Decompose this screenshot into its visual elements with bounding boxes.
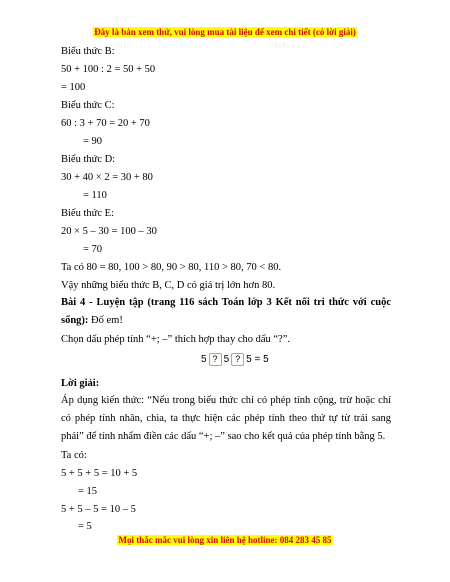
comparison-text: Ta có 80 = 80, 100 > 80, 90 > 80, 110 > 80, 70 < 80.	[61, 262, 282, 273]
conclusion-text: Vậy những biểu thức B, C, D có giá trị lớn hơn 80.	[61, 280, 276, 291]
expression-e-calc: 20 × 5 – 30 = 100 – 30	[61, 226, 157, 237]
ta-co-label: Ta có:	[61, 450, 87, 461]
hotline-banner	[0, 535, 450, 545]
sign-puzzle	[201, 352, 269, 366]
question-box: ?	[231, 353, 244, 366]
solution-heading: Lời giải:	[61, 378, 100, 389]
expression-d-calc: 30 + 40 × 2 = 30 + 80	[61, 172, 153, 183]
expression-b-calc: 50 + 100 : 2 = 50 + 50	[61, 64, 156, 75]
expression-e-title: Biểu thức E:	[61, 208, 114, 219]
exercise-title: Bài 4 - Luyện tập (trang 116 sách Toán lớp 3 Kết nối tri thức với cuộc sống):	[61, 297, 391, 326]
hotline-text: Mọi thắc mắc vui lòng xin liên hệ hotline: 084 283 45 85	[118, 535, 332, 545]
question-box: ?	[209, 353, 222, 366]
preview-notice-banner	[0, 27, 450, 37]
solution-line-1: 5 + 5 + 5 = 10 + 5	[61, 468, 138, 479]
puzzle-result: 5 = 5	[246, 353, 269, 365]
solution-line-1-result: = 15	[78, 486, 98, 497]
expression-d-title: Biểu thức D:	[61, 154, 116, 165]
preview-notice-text: Đây là bản xem thử, vui lòng mua tài liệu để xem chi tiết (có lời giải)	[94, 27, 356, 37]
expression-e-result: = 70	[83, 244, 103, 255]
solution-line-2-result: = 5	[78, 521, 92, 532]
exercise-subtitle: Đố em!	[88, 315, 123, 326]
puzzle-number: 5	[201, 353, 207, 365]
solution-line-2: 5 + 5 – 5 = 10 – 5	[61, 504, 136, 515]
exercise-heading	[61, 294, 391, 330]
solution-explanation: Áp dụng kiến thức: “Nếu trong biểu thức chỉ có phép tính cộng, trừ hoặc chỉ có phép tính nhân, chia, ta thực hiện các phép tính theo thứ tự từ trái sang phải” để tính nhẩm điền các dấu “+; –” sao cho kết quả của phép tính bằng 5.	[61, 395, 391, 442]
expression-d-result: = 110	[83, 190, 107, 201]
expression-c-result: = 90	[83, 136, 103, 147]
expression-b-result: = 100	[61, 82, 86, 93]
puzzle-number: 5	[223, 353, 230, 365]
expression-c-title: Biểu thức C:	[61, 100, 115, 111]
expression-b-title: Biểu thức B:	[61, 46, 115, 57]
expression-c-calc: 60 : 3 + 70 = 20 + 70	[61, 118, 150, 129]
exercise-prompt: Chọn dấu phép tính “+; –” thích hợp thay cho dấu “?”.	[61, 334, 290, 345]
